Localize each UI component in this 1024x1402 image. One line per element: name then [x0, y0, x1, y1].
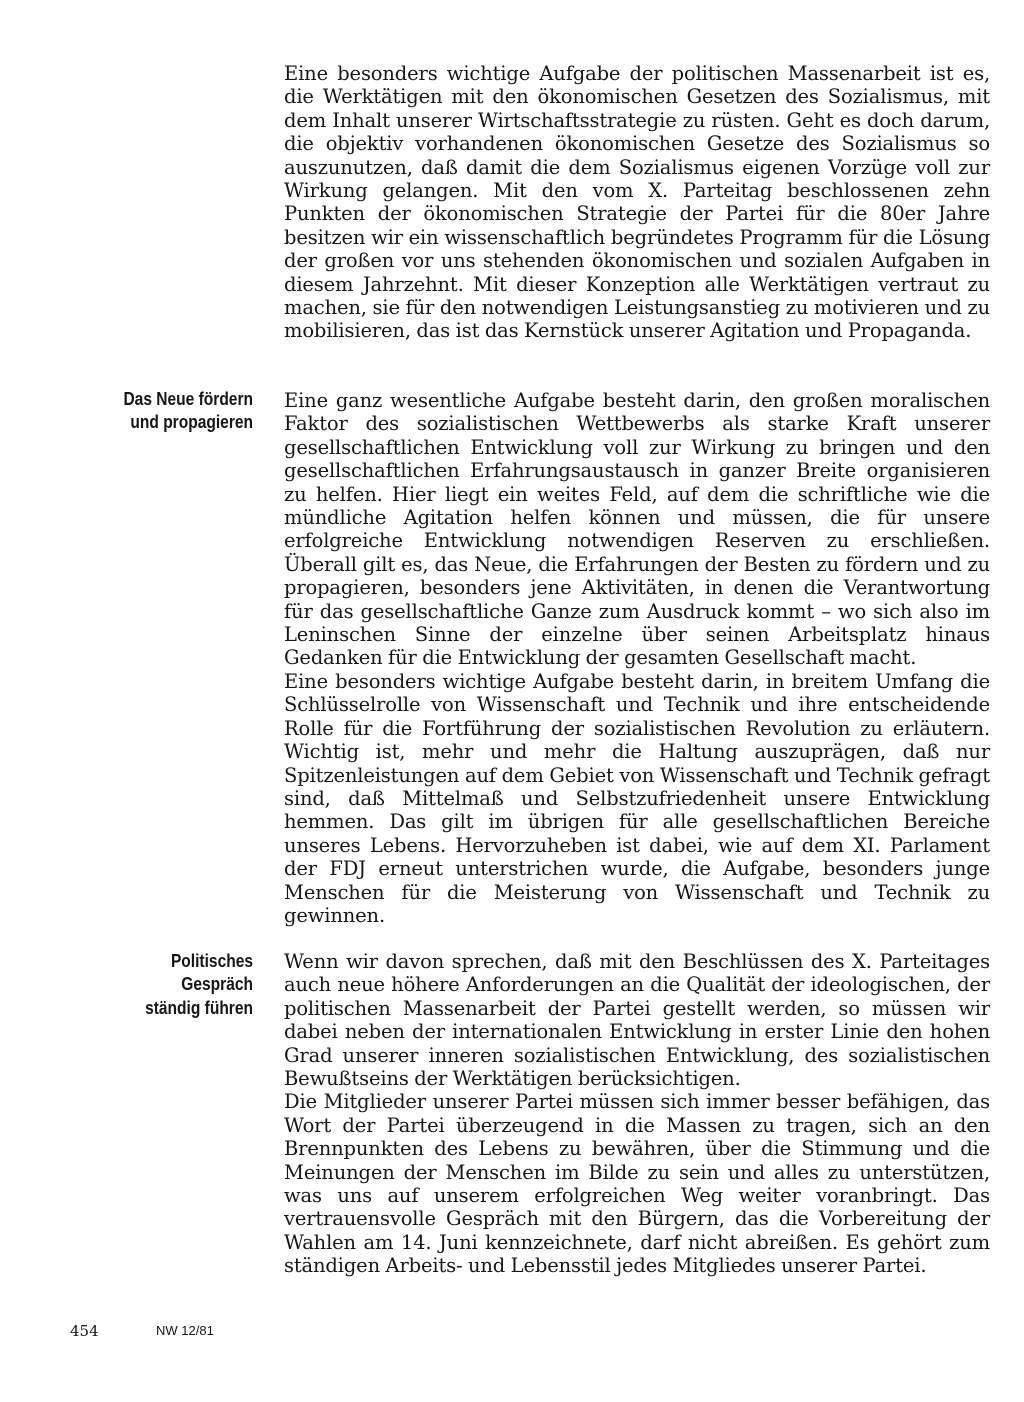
body-paragraph: Wenn wir davon sprechen, daß mit den Beschlüssen des X. Parteitages auch neue höhere Anforderungen an die Qualität der ideologischen, der politischen Massenarbeit der Partei gestellt werden, so müssen wir dabei neben der internationalen Entwicklung in erster Linie den hohen Grad unserer inneren sozialistischen Entwicklung, des sozialistischen Bewußtseins der Werktätigen berücksichtigen.: [284, 950, 990, 1091]
body-paragraph: Die Mitglieder unserer Partei müssen sich immer besser befähigen, das Wort der Partei überzeugend in die Massen zu tragen, sich an den Brennpunkten des Lebens zu bewähren, über die Stimmung und die Meinungen der Menschen im Bilde zu sein und alles zu unterstützen, was uns auf unserem erfolgreichen Weg weiter voranbringt. Das vertrauensvolle Gespräch mit den Bürgern, das die Vorbereitung der Wahlen am 14. Juni kennzeichnete, darf nicht abreißen. Es gehört zum ständigen Arbeits- und Lebensstil jedes Mitgliedes unserer Partei.: [284, 1090, 990, 1278]
section-3-body: [284, 950, 990, 1278]
side-heading-das-neue-foerdern: [91, 387, 253, 434]
journal-reference: NW 12/81: [156, 1323, 214, 1338]
side-heading-line: ständig führen: [145, 996, 253, 1018]
page-number: 454: [70, 1322, 99, 1340]
body-paragraph: Eine besonders wichtige Aufgabe der politischen Massenarbeit ist es, die Werktätigen mit den ökonomischen Gesetzen des Sozialismus, mit dem Inhalt unserer Wirtschaftsstrategie zu rüsten. Geht es doch darum, die objektiv vorhandenen ökonomischen Gesetze des Sozialismus so auszunutzen, daß damit die dem Sozialismus eigenen Vorzüge voll zur Wirkung gelangen. Mit den vom X. Parteitag beschlossenen zehn Punkten der ökonomischen Strategie der Partei für die 80er Jahre besitzen wir ein wissenschaftlich begründetes Programm für die Lösung der großen vor uns stehenden ökonomischen und sozialen Aufgaben in diesem Jahrzehnt. Mit dieser Konzeption alle Werktätigen vertraut zu machen, sie für den notwendigen Leistungsanstieg zu motivieren und zu mobilisieren, das ist das Kernstück unserer Agitation und Propaganda.: [284, 62, 990, 343]
section-2-body: [284, 389, 990, 927]
side-heading-line: und propagieren: [130, 411, 253, 433]
section-1-body: [284, 62, 990, 343]
body-paragraph: Eine besonders wichtige Aufgabe besteht darin, in breitem Umfang die Schlüsselrolle von Wissenschaft und Technik und ihre entscheidende Rolle für die Fortführung der sozialistischen Revolution zu erläutern. Wichtig ist, mehr und mehr die Haltung auszuprägen, daß nur Spitzenleistungen auf dem Gebiet von Wissenschaft und Technik gefragt sind, daß Mittelmaß und Selbstzufriedenheit unsere Entwicklung hemmen. Das gilt im übrigen für alle gesellschaftlichen Bereiche unseres Lebens. Hervorzuheben ist dabei, wie auf dem XI. Parlament der FDJ erneut unterstrichen wurde, die Aufgabe, besonders junge Menschen für die Meisterung von Wissenschaft und Technik zu gewinnen.: [284, 669, 990, 927]
side-heading-line: Gespräch: [181, 973, 253, 995]
side-heading-line: Politisches: [170, 950, 253, 971]
body-paragraph: Eine ganz wesentliche Aufgabe besteht darin, den großen moralischen Faktor des sozialistischen Wettbewerbs als starke Kraft unserer gesellschaftlichen Entwicklung voll zur Wirkung zu bringen und den gesellschaftlichen Erfahrungsaustausch in ganzer Breite organisieren zu helfen. Hier liegt ein weites Feld, auf dem die schriftliche wie die mündliche Agitation helfen können und müssen, die für unsere erfolgreiche Entwicklung notwendigen Reserven zu erschließen. Überall gilt es, das Neue, die Erfahrungen der Besten zu fördern und zu propagieren, besonders jene Aktivitäten, in denen die Verantwortung für das gesellschaftliche Ganze zum Ausdruck kommt – wo sich also im Leninschen Sinne der einzelne über seinen Arbeitsplatz hinaus Gedanken für die Entwicklung der gesamten Gesellschaft macht.: [284, 389, 990, 670]
side-heading-politisches-gespraech: [91, 949, 253, 1019]
side-heading-line: Das Neue fördern: [123, 388, 253, 409]
